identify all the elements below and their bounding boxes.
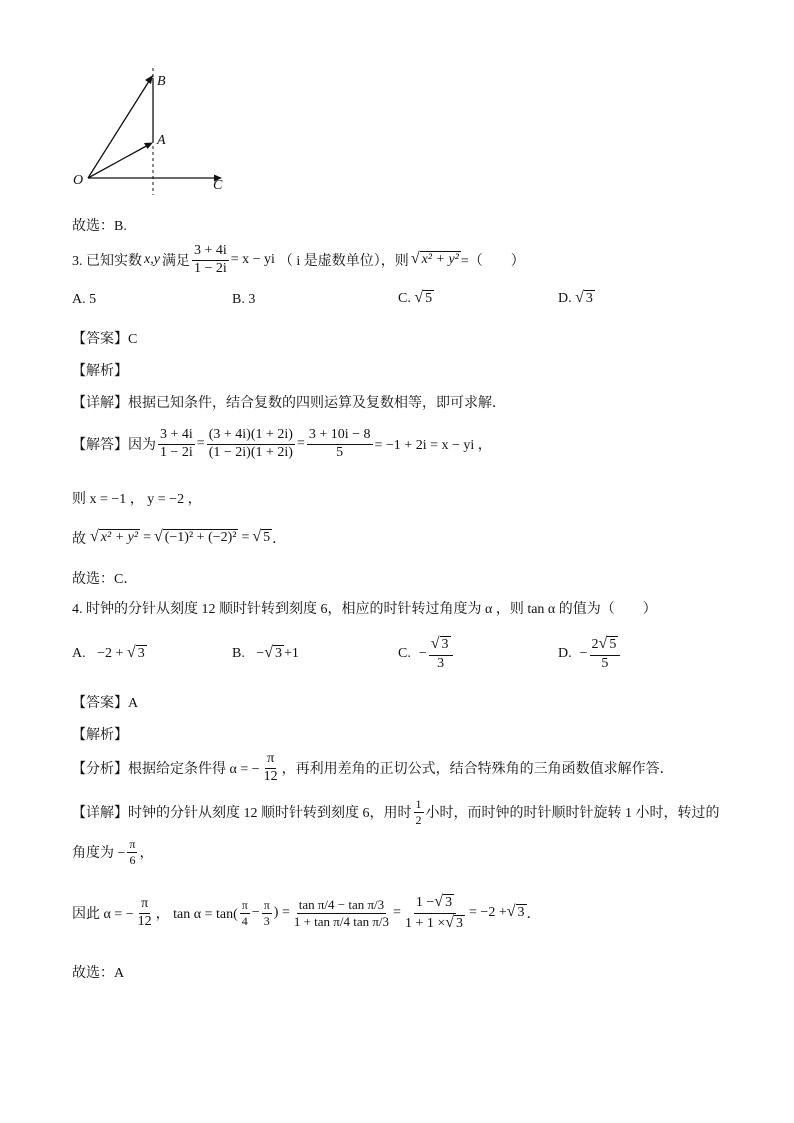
q4-detail-post: 小时，而时钟的时针顺时针旋转 1 小时，转过的 — [425, 806, 720, 821]
q4-therefore-frac1 — [136, 897, 154, 929]
q3-f3-num: 3 + 10i − 8 — [307, 428, 373, 445]
q4-option-d-frac: 2 √ 5 5 — [590, 636, 621, 671]
q4-option-c-frac: √ 3 3 — [429, 636, 453, 671]
q3-option-c-label: C. — [398, 291, 411, 307]
q4-option-c-label: C. — [398, 645, 411, 661]
q4-detail-line2-pre: 角度为 − — [72, 846, 126, 861]
q4-detail-num: 1 — [415, 796, 422, 811]
q3-f2-num: (3 + 4i)(1 + 2i) — [207, 428, 295, 445]
q4-detail-line2-num: π — [129, 836, 136, 851]
q3-frac-num: 3 + 4i — [192, 244, 229, 261]
q3-solve-tail: = −1 + 2i = x − yi ， — [374, 438, 492, 453]
q3-satisfy: 满足 — [161, 254, 190, 269]
q3-solve-frac2 — [207, 428, 295, 460]
q2-choose: 故选：B. — [72, 219, 127, 234]
q3-solve-frac1 — [158, 428, 195, 460]
q4-option-c — [398, 636, 455, 671]
q3-so — [72, 524, 286, 552]
q3-so-sqrt1: √ x² + y² — [90, 528, 139, 546]
q4-therefore-n1: π — [139, 897, 150, 914]
q4-big-frac — [292, 898, 391, 928]
label-b: B — [157, 74, 166, 89]
q4-option-a-sqrt: √ 3 — [126, 644, 145, 661]
q3-so-sqrt2: √ (−1)² + (−2)² — [153, 528, 237, 546]
q4-t-d2: 4 — [241, 913, 248, 928]
q4-result-rad: 3 — [517, 905, 525, 921]
q3-so-eq2: = — [241, 530, 250, 545]
q3-analysis-tag: 【解析】 — [72, 364, 128, 379]
q4-option-b — [232, 645, 299, 663]
q4-option-b-pre: − — [256, 646, 265, 662]
answer-tag: 【答案】 — [72, 332, 128, 347]
q4-option-d-sign: − — [579, 645, 588, 661]
q4-big-num: tan π/4 − tan π/3 — [298, 896, 385, 912]
q3-vars: x,y — [144, 252, 160, 267]
q4-analysis-pre: 根据给定条件得 α = − — [128, 762, 260, 777]
q4-result-end: ． — [526, 907, 541, 922]
q4-r-num-pre: 1 − — [415, 894, 435, 910]
q4-detail-line2-den: 6 — [129, 852, 136, 867]
q4-analysis-post: ，再利用差角的正切公式，结合特殊角的三角函数值求解作答． — [281, 762, 674, 777]
answer-tag: 【答案】 — [72, 696, 128, 711]
label-c: C — [213, 178, 223, 193]
q4-t-d3: 3 — [263, 913, 270, 928]
q4-option-d — [558, 636, 622, 671]
q4-t-n3: π — [263, 897, 270, 912]
q4-stem: 4. 时钟的分针从刻度 12 顺时针转到刻度 6，相应的时针转过角度为 α ，则 tan α 的值为（ ） — [72, 602, 657, 617]
q3-option-b: B. 3 — [232, 292, 256, 307]
q3-note: （ i 是虚数单位），则 — [278, 254, 409, 269]
q4-t-n2: π — [241, 897, 248, 912]
q4-option-b-rad: 3 — [275, 646, 283, 661]
q4-t-minus: − — [251, 905, 260, 920]
q3-option-d-sqrt: √ 3 — [575, 289, 593, 306]
q4-option-c-sign: − — [418, 645, 427, 661]
q3-f3-den: 5 — [336, 444, 344, 460]
q3-solution: 【解答】 因为 $\frac{3 + 4i}{1 - 2i}$ = $\frac{(3 + 4i)(1 + 2i)}{(1 - 2i)(1 + 2i)}$ = $\frac{3 + 10i - 8}{5}$ = −1 + 2i = x − yi ， — [72, 426, 492, 460]
q3-solve-pre: 因为 — [128, 438, 156, 453]
q3-stem — [72, 240, 525, 280]
arrow-a — [144, 143, 153, 150]
q3-fraction — [192, 244, 229, 276]
q4-option-a-rad: 3 — [137, 646, 145, 661]
q4-t-close: ) = — [273, 905, 290, 920]
q4-therefore-pre: 因此 α = − — [72, 907, 134, 922]
q3-answer — [72, 328, 137, 348]
analysis-label: 【分析】 — [72, 762, 128, 777]
q4-r-frac: 1 − √ 3 1 + 1 × √ 3 — [404, 892, 464, 931]
q4-option-b-label: B. — [232, 646, 245, 662]
q4-option-a — [72, 645, 147, 663]
q4-detail-line2-frac — [127, 838, 137, 866]
q4-therefore-mid: ， tan α = tan( — [155, 907, 238, 922]
q3-option-c-sqrt: √ 5 — [414, 289, 433, 306]
q4-option-d-den: 5 — [601, 655, 609, 671]
q4-result-sqrt: √ 3 — [506, 903, 525, 921]
q3-option-d-label: D. — [558, 291, 572, 307]
q3-f2-den: (1 − 2i)(1 + 2i) — [208, 444, 293, 460]
q4-option-b-sqrt: √ 3 — [264, 644, 283, 661]
q4-answer — [72, 692, 138, 712]
q3-then: 则 x = −1 ， y = −2 ， — [72, 492, 202, 507]
q4-option-d-num-rad: 5 — [609, 637, 617, 652]
q4-big-den: 1 + tan π/4 tan π/3 — [293, 913, 390, 929]
q4-option-a-label: A. — [72, 646, 86, 662]
q4-detail-line2 — [72, 834, 153, 870]
q3-option-c-val: 5 — [425, 291, 433, 306]
vector-oa — [88, 144, 150, 178]
q3-option-a: A. 5 — [72, 292, 97, 307]
q4-eq: = — [393, 905, 401, 920]
q3-so-sqrt3-val: 5 — [263, 530, 271, 546]
q4-therefore-d1: 12 — [137, 913, 152, 929]
solve-tag: 【解答】 — [72, 438, 128, 453]
q3-so-sqrt2-val: (−1)² + (−2)² — [164, 530, 237, 546]
q4-detail-frac — [414, 798, 424, 826]
q4-option-d-label: D. — [558, 645, 572, 661]
q3-sqrt-expr: x² + y² — [421, 252, 459, 268]
q4-detail — [72, 796, 720, 828]
q4-r-den-rad: 3 — [456, 915, 464, 931]
q4-answer-value: A — [128, 696, 139, 711]
q4-t-frac3 — [262, 899, 272, 927]
q4-t-frac2 — [240, 899, 250, 927]
q3-detail — [72, 392, 506, 412]
q4-choose: 故选：A — [72, 966, 125, 981]
vector-ob — [88, 78, 151, 178]
q3-rhs: = x − yi — [230, 252, 275, 267]
q3-so-end: ． — [272, 532, 287, 547]
q4-option-a-pre: −2 + — [97, 646, 124, 662]
q3-option-d — [558, 290, 595, 308]
q3-option-c — [398, 290, 434, 308]
q4-option-c-num: 3 — [441, 637, 449, 652]
q4-detail-den: 2 — [415, 812, 422, 827]
q3-f1-num: 3 + 4i — [158, 428, 195, 445]
q4-detail-pre: 时钟的分针从刻度 12 顺时针转到刻度 6，用时 — [128, 806, 412, 821]
q4-option-d-num-pre: 2 — [591, 637, 599, 653]
q4-analysis-num: π — [265, 752, 276, 769]
q3-detail-text: 根据已知条件，结合复数的四则运算及复数相等，即可求解． — [128, 396, 506, 411]
q3-choose: 故选：C． — [72, 572, 138, 587]
q3-f1-den: 1 − 2i — [160, 444, 193, 460]
detail-tag: 【详解】 — [72, 396, 128, 411]
q4-analysis-frac — [262, 752, 280, 784]
q3-so-sqrt3: √ 5 — [252, 528, 271, 546]
q4-r-num-rad: 3 — [445, 894, 453, 910]
q3-so-sqrt1-val: x² + y² — [100, 530, 139, 546]
q3-frac-den: 1 − 2i — [193, 260, 227, 276]
q4-result-pre: = −2 + — [469, 905, 507, 920]
q3-sqrt: √ x² + y² — [410, 250, 459, 268]
q4-r-den-pre: 1 + 1 × — [404, 915, 446, 931]
label-o: O — [73, 173, 84, 188]
q3-so-pre: 故 — [72, 532, 86, 547]
q3-so-eq: = — [143, 530, 151, 545]
q4-analysis-den: 12 — [263, 768, 278, 784]
q4-analysis-tag: 【解析】 — [72, 728, 128, 743]
q4-analysis — [72, 748, 674, 788]
q4-option-b-post: +1 — [284, 646, 299, 662]
q3-option-d-val: 3 — [585, 291, 593, 306]
q4-option-c-den: 3 — [437, 655, 445, 671]
label-a: A — [157, 133, 166, 148]
q3-prefix: 3. 已知实数 — [72, 254, 142, 269]
q3-solve-frac3 — [307, 428, 373, 460]
arrow-b — [145, 75, 153, 84]
q3-answer-value: C — [128, 332, 138, 347]
detail-tag: 【详解】 — [72, 806, 128, 821]
q3-tail: =（ ） — [460, 254, 525, 269]
q4-therefore — [72, 882, 541, 944]
q4-detail-line2-post: ， — [139, 846, 154, 861]
